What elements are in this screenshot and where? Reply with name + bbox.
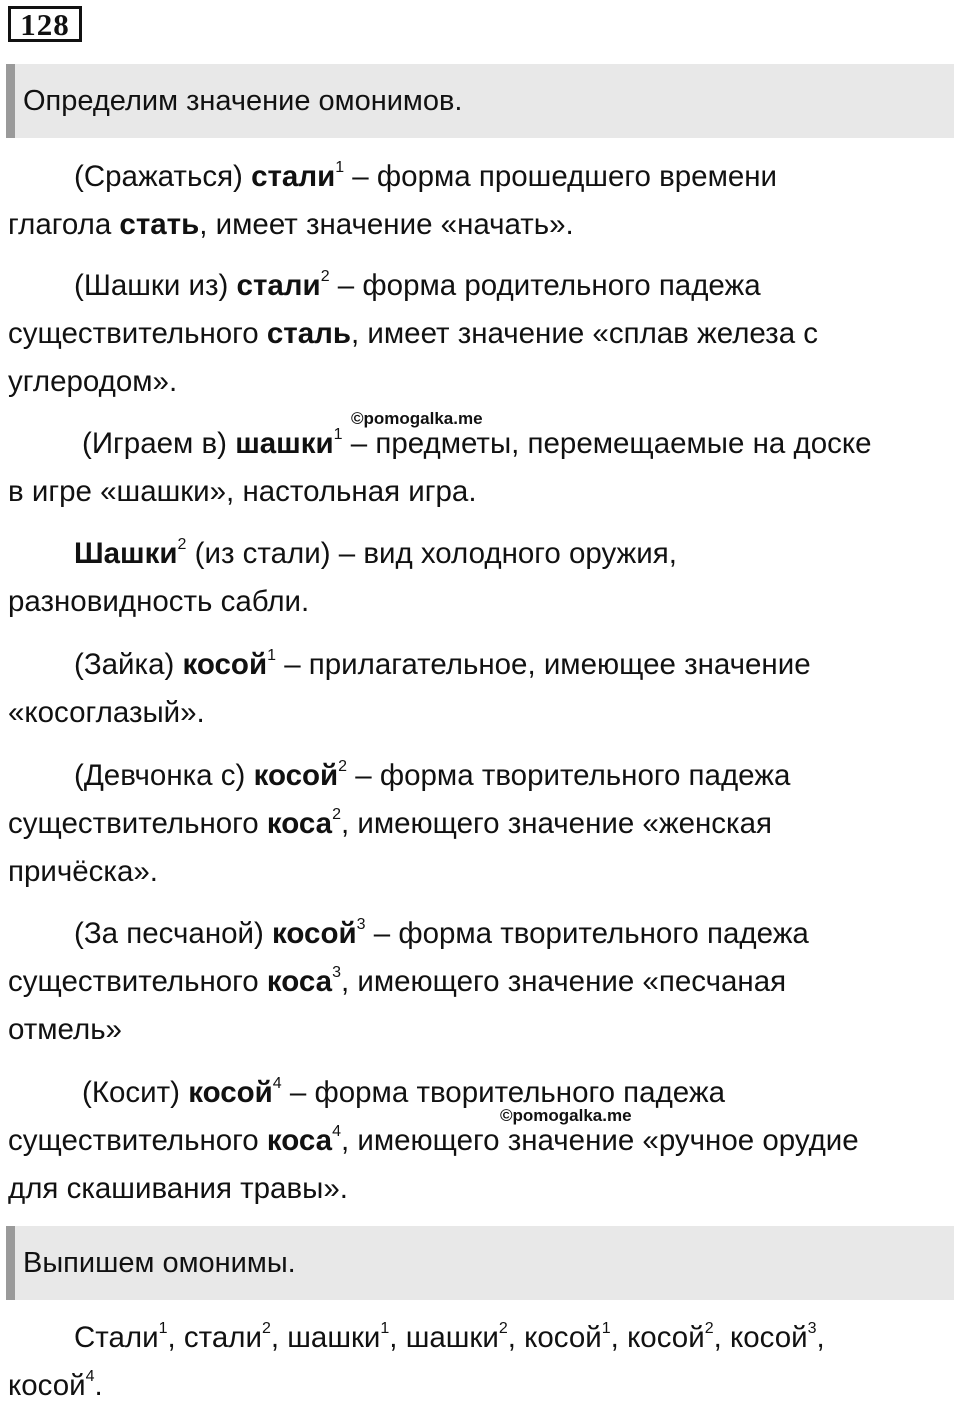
definition-text: , имеющего значение «женская bbox=[340, 807, 772, 840]
base-word: сталь bbox=[266, 317, 352, 350]
task-number-badge: 128 bbox=[8, 6, 82, 42]
paragraph-kosoy-3 bbox=[8, 910, 954, 1054]
homonym-index: 2 bbox=[498, 1320, 508, 1337]
homonym-index: 4 bbox=[272, 1075, 282, 1092]
homonym-index: 2 bbox=[332, 806, 341, 823]
definition-text: , имеющего значение «ручное орудие bbox=[340, 1124, 859, 1157]
definition-text: существительного bbox=[8, 317, 267, 350]
answer-word: шашки bbox=[287, 1321, 381, 1354]
definition-text: существительного bbox=[8, 1124, 267, 1157]
definition-text: (из стали) – вид холодного оружия, bbox=[186, 537, 677, 570]
watermark-text: ©pomogalka.me bbox=[351, 409, 483, 428]
answer-word: шашки bbox=[405, 1321, 499, 1354]
base-word: коса bbox=[266, 807, 333, 840]
context-text: (Сражаться) bbox=[74, 160, 252, 193]
answer-word: Стали bbox=[74, 1321, 159, 1354]
base-word: стать bbox=[119, 208, 200, 241]
homonym-index: 4 bbox=[332, 1123, 341, 1140]
answer-word: стали bbox=[183, 1321, 262, 1354]
homonym-word: косой bbox=[188, 1076, 273, 1109]
context-text: (За песчаной) bbox=[74, 917, 273, 950]
definition-text: , имеющего значение «песчаная bbox=[340, 965, 787, 998]
paragraph-kosoy-1 bbox=[8, 641, 954, 737]
paragraph-kosoy-2 bbox=[8, 752, 954, 896]
definition-text: разновидность сабли. bbox=[8, 585, 310, 618]
definition-text: существительного bbox=[8, 965, 267, 998]
homonym-word: шашки bbox=[235, 427, 334, 460]
homonym-index: 1 bbox=[333, 426, 343, 443]
definition-text: углеродом». bbox=[8, 365, 178, 398]
homonym-index: 1 bbox=[380, 1320, 390, 1337]
homonym-index: 2 bbox=[177, 536, 187, 553]
base-word: коса bbox=[266, 965, 333, 998]
homonym-index: 4 bbox=[85, 1368, 95, 1385]
definition-text: в игре «шашки», настольная игра. bbox=[8, 475, 477, 508]
paragraph-shashki-2 bbox=[8, 530, 954, 626]
separator: , bbox=[270, 1321, 288, 1354]
homonym-index: 1 bbox=[158, 1320, 168, 1337]
answer-word: косой bbox=[730, 1321, 808, 1354]
separator: , bbox=[713, 1321, 730, 1354]
homonym-word: косой bbox=[253, 759, 339, 792]
homonym-index: 1 bbox=[335, 159, 345, 176]
homonym-word: косой bbox=[272, 917, 357, 950]
base-word: коса bbox=[266, 1124, 333, 1157]
definition-text: – форма творительного падежа bbox=[347, 759, 791, 792]
definition-text: – форма творительного падежа bbox=[365, 917, 809, 950]
definition-text: глагола bbox=[8, 208, 120, 241]
homonym-word: стали bbox=[251, 160, 336, 193]
homonym-index: 2 bbox=[704, 1320, 714, 1337]
definition-text: – прилагательное, имеющее значение bbox=[276, 648, 811, 681]
paragraph-stali-2 bbox=[8, 262, 954, 406]
definition-text: , имеет значение «начать». bbox=[199, 208, 574, 241]
definition-text: – форма родительного падежа bbox=[329, 269, 761, 302]
definition-text: существительного bbox=[8, 807, 267, 840]
context-text: (Шашки из) bbox=[74, 269, 237, 302]
homonym-index: 1 bbox=[267, 647, 276, 664]
definition-text: – предметы, перемещаемые на доске bbox=[342, 427, 872, 460]
answer-word: косой bbox=[524, 1321, 602, 1354]
paragraph-shashki-1 bbox=[8, 420, 954, 516]
separator: , bbox=[389, 1321, 406, 1354]
context-text: (Играем в) bbox=[82, 427, 236, 460]
homonym-index: 2 bbox=[320, 268, 330, 285]
definition-text: для скашивания травы». bbox=[8, 1172, 348, 1205]
watermark-text: ©pomogalka.me bbox=[500, 1106, 632, 1125]
section-heading-write-out: Выпишем омонимы. bbox=[6, 1226, 954, 1300]
section-heading-define: Определим значение омонимов. bbox=[6, 64, 954, 138]
separator: . bbox=[94, 1369, 103, 1402]
context-text: (Зайка) bbox=[74, 648, 183, 681]
separator: , bbox=[816, 1321, 825, 1354]
paragraph-kosoy-4 bbox=[8, 1069, 954, 1213]
homonym-word: Шашки bbox=[74, 537, 178, 570]
homonym-word: косой bbox=[182, 648, 268, 681]
definition-text: , имеет значение «сплав железа с bbox=[351, 317, 819, 350]
homonym-index: 3 bbox=[807, 1320, 817, 1337]
answer-word: косой bbox=[8, 1369, 86, 1402]
definition-text: «косоглазый». bbox=[8, 696, 205, 729]
definition-text: – форма творительного падежа bbox=[281, 1076, 725, 1109]
separator: , bbox=[167, 1321, 184, 1354]
paragraph-stali-1 bbox=[8, 153, 954, 249]
separator: , bbox=[610, 1321, 628, 1354]
definition-text: причёска». bbox=[8, 855, 158, 888]
homonym-index: 3 bbox=[332, 964, 341, 981]
context-text: (Косит) bbox=[82, 1076, 189, 1109]
separator: , bbox=[507, 1321, 525, 1354]
definition-text: – форма прошедшего времени bbox=[344, 160, 778, 193]
homonym-index: 2 bbox=[261, 1320, 271, 1337]
answer-word: косой bbox=[627, 1321, 705, 1354]
homonym-index: 1 bbox=[601, 1320, 611, 1337]
homonym-word: стали bbox=[236, 269, 321, 302]
context-text: (Девчонка с) bbox=[74, 759, 254, 792]
homonym-index: 2 bbox=[338, 758, 348, 775]
answer-paragraph bbox=[8, 1314, 954, 1410]
homonym-index: 3 bbox=[356, 916, 366, 933]
definition-text: отмель» bbox=[8, 1013, 122, 1046]
